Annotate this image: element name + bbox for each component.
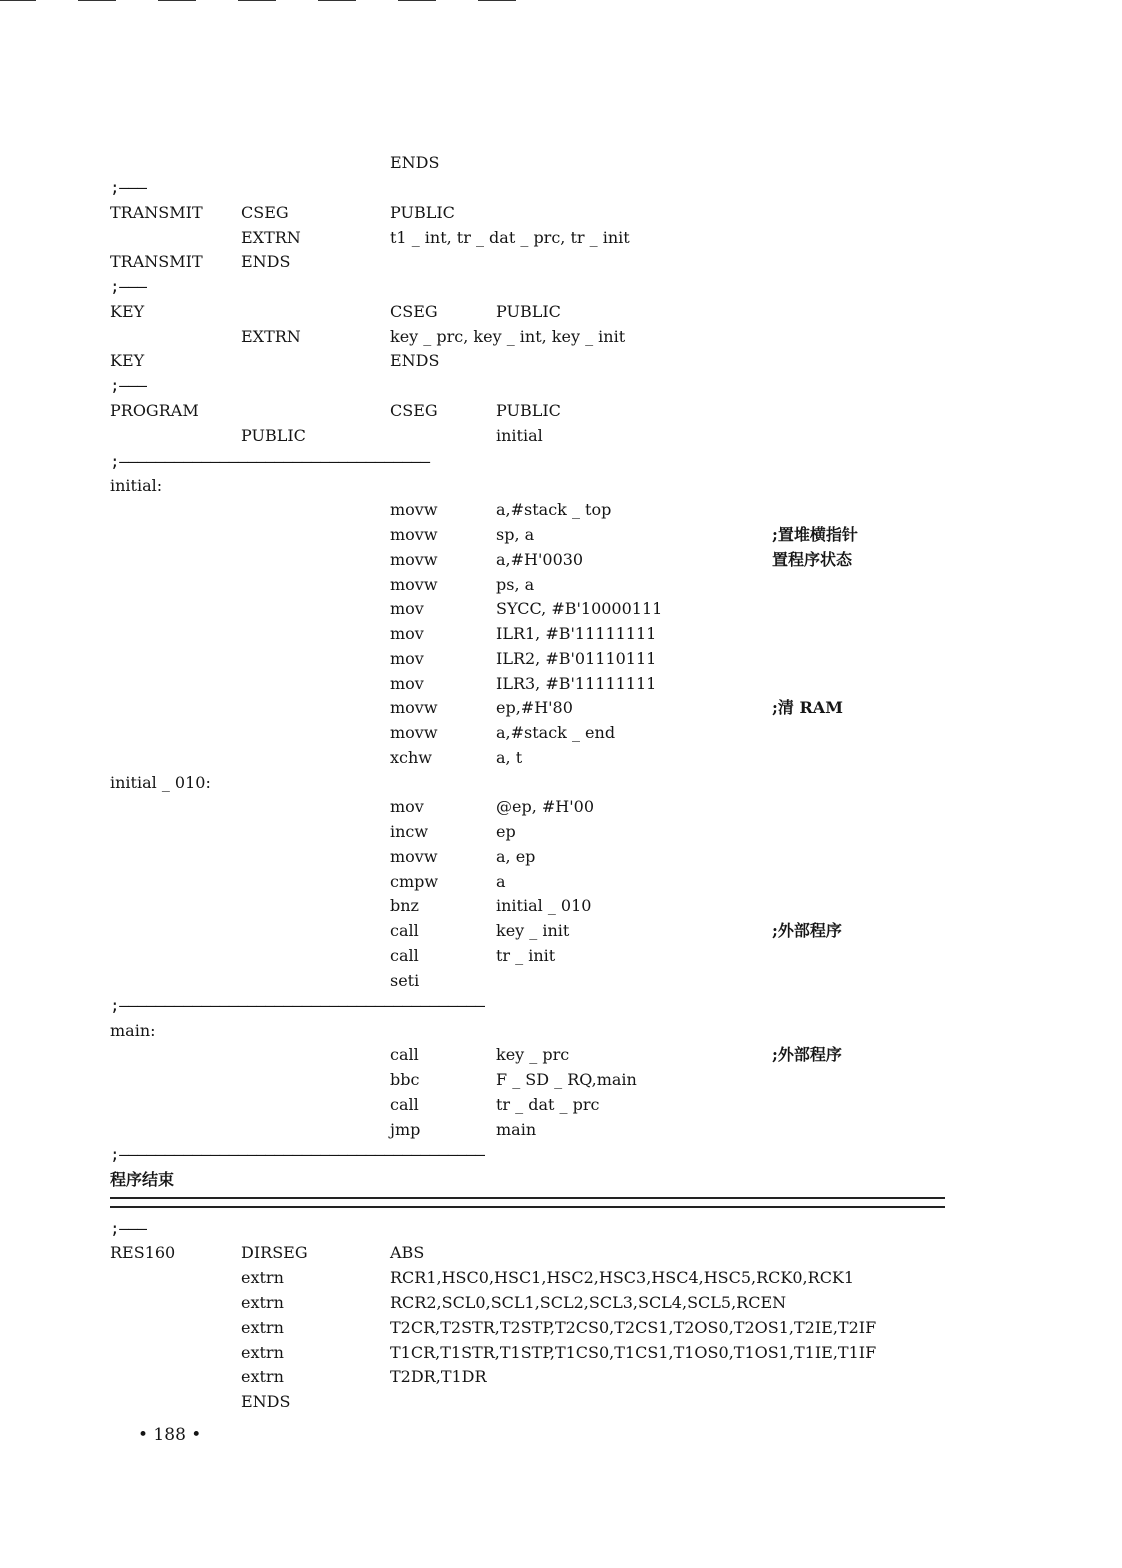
code-line bbox=[0, 1118, 1000, 1142]
mnemonic: movw bbox=[390, 847, 438, 866]
mnemonic: mov bbox=[390, 624, 424, 643]
operand: key _ prc bbox=[496, 1045, 570, 1064]
code-line bbox=[0, 349, 1000, 373]
code-line bbox=[0, 845, 1000, 869]
code-line bbox=[0, 746, 1000, 770]
code-line bbox=[0, 548, 1000, 572]
operand: T2CR,T2STR,T2STP,T2CS0,T2CS1,T2OS0,T2OS1,T2IE,T2IF bbox=[390, 1318, 877, 1337]
directive: ENDS bbox=[241, 252, 291, 271]
mnemonic: xchw bbox=[390, 748, 432, 767]
code-line bbox=[0, 771, 1000, 795]
code-line bbox=[0, 523, 1000, 547]
mnemonic: call bbox=[390, 946, 419, 965]
mnemonic: incw bbox=[390, 822, 429, 841]
code-line bbox=[0, 1316, 1000, 1340]
mnemonic: mov bbox=[390, 674, 424, 693]
code-line bbox=[0, 795, 1000, 819]
mnemonic: call bbox=[390, 1045, 419, 1064]
mnemonic: mov bbox=[390, 649, 424, 668]
code-line bbox=[0, 721, 1000, 745]
mnemonic: mov bbox=[390, 599, 424, 618]
operand: SYCC, #B'10000111 bbox=[496, 599, 663, 618]
operand: ILR2, #B'01110111 bbox=[496, 649, 657, 668]
code-line bbox=[0, 919, 1000, 943]
code-line bbox=[0, 300, 1000, 324]
directive: CSEG bbox=[390, 401, 438, 420]
code-line bbox=[0, 1390, 1000, 1414]
label: main: bbox=[110, 1021, 156, 1040]
directive: ENDS bbox=[390, 351, 440, 370]
code-line bbox=[0, 820, 1000, 844]
code-line bbox=[0, 399, 1000, 423]
directive: PUBLIC bbox=[241, 426, 306, 445]
operand: t1 _ int, tr _ dat _ prc, tr _ init bbox=[390, 228, 630, 247]
code-line bbox=[0, 1043, 1000, 1067]
code-line bbox=[0, 969, 1000, 993]
operand: a,#stack _ top bbox=[496, 500, 612, 519]
double-rule bbox=[110, 1197, 945, 1208]
directive: PUBLIC bbox=[496, 302, 561, 321]
directive: EXTRN bbox=[241, 327, 301, 346]
segment-name: TRANSMIT bbox=[110, 252, 203, 271]
operand: a, ep bbox=[496, 847, 536, 866]
directive: ENDS bbox=[241, 1392, 291, 1411]
operand: ep,#H'80 bbox=[496, 698, 573, 717]
segment-name: KEY bbox=[110, 302, 145, 321]
mnemonic: call bbox=[390, 921, 419, 940]
segment-name: PROGRAM bbox=[110, 401, 199, 420]
code-line bbox=[0, 597, 1000, 621]
directive: ENDS bbox=[390, 153, 440, 172]
operand: a,#stack _ end bbox=[496, 723, 616, 742]
separator: ;——— bbox=[110, 1219, 147, 1238]
operand: tr _ dat _ prc bbox=[496, 1095, 600, 1114]
code-line bbox=[0, 201, 1000, 225]
operand: @ep, #H'00 bbox=[496, 797, 594, 816]
mnemonic: movw bbox=[390, 550, 438, 569]
code-line bbox=[0, 622, 1000, 646]
section-heading: 程序结束 bbox=[110, 1170, 175, 1189]
directive: DIRSEG bbox=[241, 1243, 308, 1262]
separator: ;——— bbox=[110, 178, 147, 197]
mnemonic: jmp bbox=[390, 1120, 421, 1139]
mnemonic: movw bbox=[390, 723, 438, 742]
operand: sp, a bbox=[496, 525, 535, 544]
code-line bbox=[0, 474, 1000, 498]
operand: a bbox=[496, 872, 506, 891]
directive: PUBLIC bbox=[390, 203, 455, 222]
operand: RCR1,HSC0,HSC1,HSC2,HSC3,HSC4,HSC5,RCK0,RCK1 bbox=[390, 1268, 855, 1287]
directive: PUBLIC bbox=[496, 401, 561, 420]
operand: T2DR,T1DR bbox=[390, 1367, 487, 1386]
code-line bbox=[0, 226, 1000, 250]
code-line bbox=[0, 1168, 1000, 1192]
segment-name: KEY bbox=[110, 351, 145, 370]
code-line bbox=[0, 1291, 1000, 1315]
operand: a, t bbox=[496, 748, 523, 767]
operand: F _ SD _ RQ,main bbox=[496, 1070, 637, 1089]
separator: ;——— bbox=[110, 277, 147, 296]
label: initial _ 010: bbox=[110, 773, 211, 792]
separator: ;—————————————————————————————————— bbox=[110, 452, 430, 471]
mnemonic: call bbox=[390, 1095, 419, 1114]
directive: extrn bbox=[241, 1367, 284, 1386]
mnemonic: movw bbox=[390, 575, 438, 594]
page-number: • 188 • bbox=[138, 1425, 202, 1445]
separator: ;———————————————————————————————————————— bbox=[110, 1145, 485, 1164]
code-line bbox=[0, 696, 1000, 720]
code-line bbox=[0, 1341, 1000, 1365]
operand: key _ prc, key _ int, key _ init bbox=[390, 327, 626, 346]
operand: RCR2,SCL0,SCL1,SCL2,SCL3,SCL4,SCL5,RCEN bbox=[390, 1293, 787, 1312]
operand: initial _ 010 bbox=[496, 896, 592, 915]
directive: extrn bbox=[241, 1343, 284, 1362]
label: initial: bbox=[110, 476, 163, 495]
directive: extrn bbox=[241, 1293, 284, 1312]
directive: extrn bbox=[241, 1268, 284, 1287]
code-line bbox=[0, 498, 1000, 522]
directive: CSEG bbox=[241, 203, 289, 222]
operand: T1CR,T1STR,T1STP,T1CS0,T1CS1,T1OS0,T1OS1,T1IE,T1IF bbox=[390, 1343, 877, 1362]
code-line bbox=[0, 1019, 1000, 1043]
directive: EXTRN bbox=[241, 228, 301, 247]
operand: tr _ init bbox=[496, 946, 556, 965]
segment-name: TRANSMIT bbox=[110, 203, 203, 222]
operand: ILR1, #B'11111111 bbox=[496, 624, 657, 643]
segment-name: RES160 bbox=[110, 1243, 176, 1262]
code-line bbox=[0, 1365, 1000, 1389]
mnemonic: seti bbox=[390, 971, 420, 990]
mnemonic: movw bbox=[390, 500, 438, 519]
directive: ABS bbox=[390, 1243, 425, 1262]
comment: ;外部程序 bbox=[772, 1045, 842, 1064]
code-line bbox=[0, 1266, 1000, 1290]
code-line bbox=[0, 424, 1000, 448]
operand: initial bbox=[496, 426, 543, 445]
operand: ILR3, #B'11111111 bbox=[496, 674, 657, 693]
mnemonic: bbc bbox=[390, 1070, 420, 1089]
code-line bbox=[0, 1068, 1000, 1092]
code-line bbox=[0, 894, 1000, 918]
comment: ;清 RAM bbox=[772, 698, 843, 717]
operand: a,#H'0030 bbox=[496, 550, 584, 569]
directive: extrn bbox=[241, 1318, 284, 1337]
mnemonic: bnz bbox=[390, 896, 419, 915]
mnemonic: cmpw bbox=[390, 872, 439, 891]
comment: 置程序状态 bbox=[772, 550, 853, 569]
separator: ;———————————————————————————————————————— bbox=[110, 996, 485, 1015]
mnemonic: movw bbox=[390, 698, 438, 717]
operand: key _ init bbox=[496, 921, 570, 940]
mnemonic: movw bbox=[390, 525, 438, 544]
code-line bbox=[0, 151, 1000, 175]
code-line bbox=[0, 672, 1000, 696]
code-line bbox=[0, 1241, 1000, 1265]
code-line bbox=[0, 325, 1000, 349]
operand: ep bbox=[496, 822, 516, 841]
code-line bbox=[0, 1093, 1000, 1117]
mnemonic: mov bbox=[390, 797, 424, 816]
directive: CSEG bbox=[390, 302, 438, 321]
code-line bbox=[0, 944, 1000, 968]
operand: main bbox=[496, 1120, 537, 1139]
code-line bbox=[0, 870, 1000, 894]
code-line bbox=[0, 250, 1000, 274]
separator: ;——— bbox=[110, 376, 147, 395]
code-line bbox=[0, 573, 1000, 597]
code-line bbox=[0, 647, 1000, 671]
comment: ;置堆横指针 bbox=[772, 525, 858, 544]
comment: ;外部程序 bbox=[772, 921, 842, 940]
operand: ps, a bbox=[496, 575, 535, 594]
